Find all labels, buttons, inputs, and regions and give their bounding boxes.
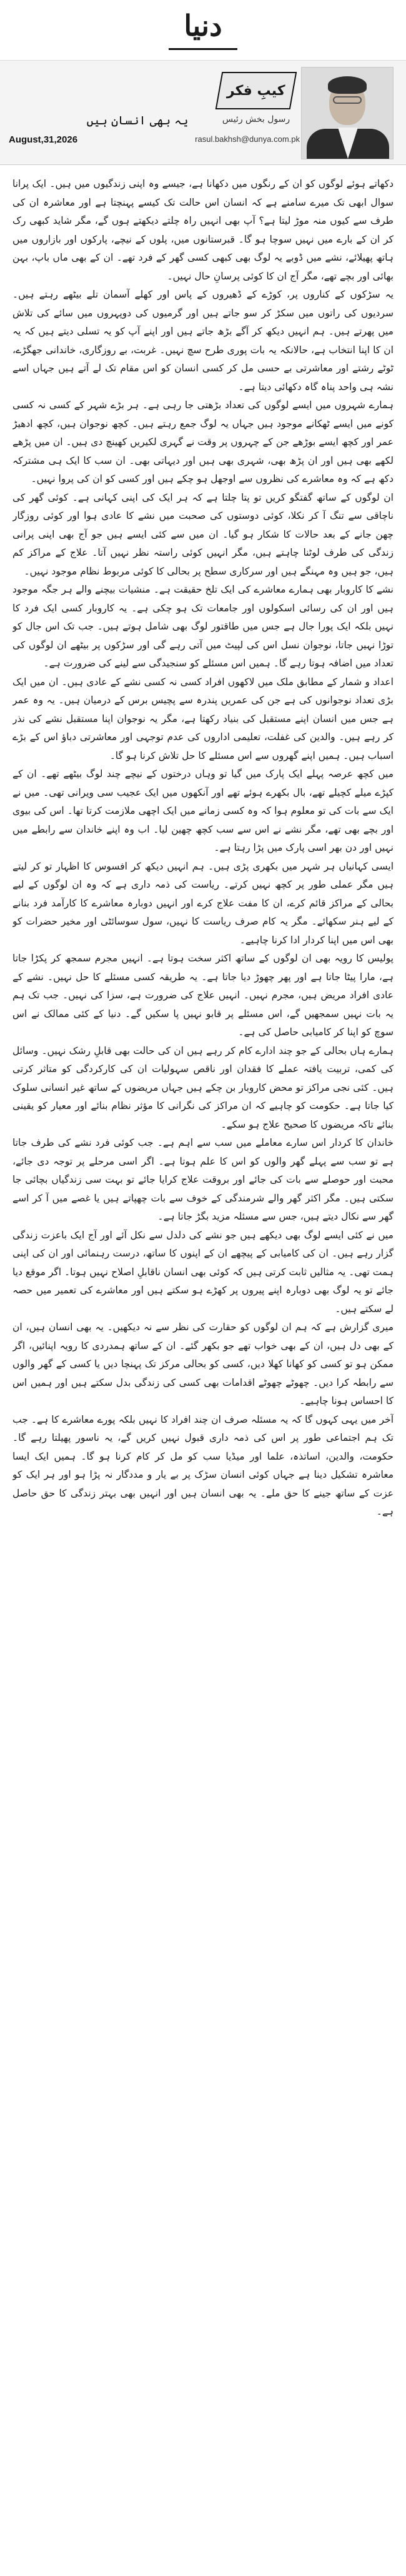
article-paragraph: دکھاتے ہوئے لوگوں کو ان کے رنگوں میں دکھانا ہے، جیسے وہ اپنی زندگیوں میں ہیں۔ ایک پرانا سوال ابھی تک میرے سامنے ہے کہ انسان اس حالت تک کیسے پہنچتا ہے اور معاشرہ ان کی طرف سے کیوں منہ موڑ لیتا ہے؟ آپ بھی انہیں راہ چلتے دیکھتے ہوں گے، مگر شاید کبھی رک کر ان کے بارے میں نہیں سوچا ہو گا۔ قبرستانوں میں، پلوں کے نیچے، پارکوں اور بازاروں میں ہاتھ پھیلائے، نشے میں ڈوبے یہ لوگ بھی کبھی کسی گھر کے فرد تھے۔ ان کے بھی ماں باپ، بہن بھائی اور بچے تھے، مگر آج ان کا کوئی پرسانِ حال نہیں۔ xyxy=(12,178,394,282)
logo-text: دنیا xyxy=(184,9,222,43)
author-email: rasul.bakhsh@dunya.com.pk xyxy=(195,134,300,144)
article-paragraph: ہمارے شہروں میں ایسے لوگوں کی تعداد بڑھتی جا رہی ہے۔ ہر بڑے شہر کے کسی نہ کسی کونے میں ایسے ٹھکانے موجود ہیں جہاں یہ لوگ جمع رہتے ہیں۔ کچھ نوجوان ہیں، کچھ ادھیڑ عمر اور کچھ ایسے بوڑھے جن کے چہروں پر وقت نے گہری لکیریں کھینچ دی ہیں۔ ان میں پڑھے لکھے بھی ہیں اور ان پڑھ بھی، شہری بھی ہیں اور دیہاتی بھی۔ ان سب کا ایک ہی مشترکہ دکھ ہے کہ وہ معاشرے کی نظروں سے اوجھل ہو چکے ہیں اور کسی کو ان کی پروا نہیں۔ xyxy=(12,399,394,484)
article-body xyxy=(12,175,394,2563)
column-title: کیبِ فکر xyxy=(227,83,285,99)
publish-date: August,31,2026 xyxy=(9,134,78,145)
column-title-badge xyxy=(215,72,297,109)
article-paragraph: خاندان کا کردار اس سارے معاملے میں سب سے اہم ہے۔ جب کوئی فرد نشے کی طرف جاتا ہے تو سب سے پہلے گھر والوں کو اس کا علم ہوتا ہے۔ اگر اسی مرحلے پر توجہ دی جائے، محبت اور حوصلے سے بات کی جائے اور بروقت علاج کرایا جائے تو بہت سی زندگیاں بچائی جا سکتی ہیں۔ مگر اکثر گھر والے شرمندگی کے خوف سے بات چھپاتے ہیں یا غصے میں آ کر اسے گھر سے نکال دیتے ہیں، جس سے مسئلہ مزید بگڑ جاتا ہے۔ xyxy=(12,1137,394,1222)
article-paragraph: میں کچھ عرصہ پہلے ایک پارک میں گیا تو وہاں درختوں کے نیچے چند لوگ بیٹھے تھے۔ ان کے کپڑے میلے کچیلے تھے، بال بکھرے ہوئے تھے اور آنکھوں میں ایک عجیب سی ویرانی تھی۔ میں نے ایک سے بات کی تو معلوم ہوا کہ وہ کسی زمانے میں ایک اچھی ملازمت کرتا تھا۔ اس کی بیوی اور بچے بھی تھے، مگر نشے نے اس سے سب کچھ چھین لیا۔ اب وہ اپنے خاندان سے رابطے میں نہیں اور دن بھر اسی پارک میں پڑا رہتا ہے۔ xyxy=(12,768,394,853)
article-paragraph: اعداد و شمار کے مطابق ملک میں لاکھوں افراد کسی نہ کسی نشے کے عادی ہیں۔ ان میں ایک بڑی تعداد نوجوانوں کی ہے جن کی عمریں پندرہ سے پچیس برس کے درمیان ہیں۔ یہ وہ عمر ہے جس میں انسان اپنے مستقبل کی بنیاد رکھتا ہے، مگر یہ نوجوان اپنا مستقبل نشے کی نذر کر رہے ہیں۔ والدین کی غفلت، تعلیمی اداروں کی عدم توجہی اور معاشرتی دباؤ اس کے بڑے اسباب ہیں۔ ہمیں اپنے گھروں سے اس مسئلے کا حل تلاش کرنا ہو گا۔ xyxy=(12,676,394,761)
logo-container xyxy=(0,0,406,60)
author-photo xyxy=(301,67,394,159)
column-header-band xyxy=(0,60,406,165)
article-headline: یہ بھی انسان ہیں xyxy=(86,114,189,128)
article-paragraph: یہ سڑکوں کے کناروں پر، کوڑے کے ڈھیروں کے پاس اور کھلے آسمان تلے بیٹھے رہتے ہیں۔ سردیوں کی راتوں میں سکڑ کر سو جاتے ہیں اور گرمیوں کی دوپہروں میں سائے کی تلاش میں پھرتے ہیں۔ ہم انہیں دیکھ کر آگے بڑھ جاتے ہیں اور اپنے آپ کو یہ تسلی دیتے ہیں کہ یہ ان کا اپنا انتخاب ہے، حالانکہ یہ بات پوری طرح سچ نہیں۔ غربت، بے روزگاری، خاندانی جھگڑے، ٹوٹے رشتے اور معاشرتی بے حسی مل کر کسی انسان کو اس مقام تک لے آتے ہیں جہاں اسے نشہ ہی واحد پناہ گاہ دکھائی دیتا ہے۔ xyxy=(12,289,394,393)
article-paragraph: ان لوگوں کے ساتھ گفتگو کریں تو پتا چلتا ہے کہ ہر ایک کی اپنی کہانی ہے۔ کوئی گھر کی ناچاقی سے تنگ آ کر نکلا، کوئی دوستوں کی صحبت میں نشے کا عادی ہوا اور کوئی روزگار چھن جانے کے بعد حالات کا شکار ہو گیا۔ ان میں سے کئی ایسے ہیں جو آج بھی اپنی پرانی زندگی کی طرف لوٹنا چاہتے ہیں، مگر انہیں کوئی راستہ نظر نہیں آتا۔ علاج کے مراکز کم ہیں، جو ہیں وہ مہنگے ہیں اور سرکاری سطح پر بحالی کا کوئی مربوط نظام موجود نہیں۔ xyxy=(12,491,394,577)
article-paragraph: میری گزارش ہے کہ ہم ان لوگوں کو حقارت کی نظر سے نہ دیکھیں۔ یہ بھی انسان ہیں، ان کے بھی دل ہیں، ان کے بھی خواب تھے جو بکھر گئے۔ ان کے ساتھ ہمدردی کا رویہ اپنائیں، اگر ممکن ہو تو کسی کو کھانا کھلا دیں، کسی کو بحالی مرکز تک پہنچا دیں یا کسی کے گھر والوں سے رابطہ کرا دیں۔ چھوٹے چھوٹے اقدامات بھی کسی کی زندگی بدل سکتے ہیں اور ہمیں اس کا احساس ہونا چاہیے۔ xyxy=(12,1321,394,1406)
article-paragraph: ہمارے ہاں بحالی کے جو چند ادارے کام کر رہے ہیں ان کی حالت بھی قابلِ رشک نہیں۔ وسائل کی کمی، تربیت یافتہ عملے کا فقدان اور ناقص سہولیات ان کی کارکردگی کو متاثر کرتی ہیں۔ کئی نجی مراکز تو محض کاروبار بن چکے ہیں جہاں مریضوں کے ساتھ غیر انسانی سلوک کیا جاتا ہے۔ حکومت کو چاہیے کہ ان مراکز کی نگرانی کا مؤثر نظام بنائے اور معیار کو یقینی بنائے تاکہ مریضوں کا صحیح علاج ہو سکے۔ xyxy=(12,1045,394,1130)
masthead xyxy=(0,0,406,60)
article-paragraph: آخر میں یہی کہوں گا کہ یہ مسئلہ صرف ان چند افراد کا نہیں بلکہ پورے معاشرے کا ہے۔ جب تک ہم اجتماعی طور پر اس کی ذمہ داری قبول نہیں کریں گے، یہ ناسور پھیلتا رہے گا۔ حکومت، والدین، اساتذہ، علما اور میڈیا سب کو مل کر کام کرنا ہو گا۔ ہمیں ایک ایسا معاشرہ تشکیل دینا ہے جہاں کوئی انسان سڑک پر بے یار و مددگار نہ پڑا ہو اور ہر ایک کو عزت کے ساتھ جینے کا حق ملے۔ یہ بھی انسان ہیں اور انہیں بھی بہتر زندگی کا حق حاصل ہے۔ xyxy=(12,1413,394,1517)
article-paragraph: میں نے کئی ایسے لوگ بھی دیکھے ہیں جو نشے کی دلدل سے نکل آئے اور آج ایک باعزت زندگی گزار رہے ہیں۔ ان کی کامیابی کے پیچھے ان کے اپنوں کا ساتھ، درست رہنمائی اور ان کی اپنی ہمت تھی۔ یہ مثالیں ثابت کرتی ہیں کہ کوئی بھی انسان ناقابلِ اصلاح نہیں ہوتا۔ اگر موقع دیا جائے تو یہ لوگ بھی دوبارہ اپنے پیروں پر کھڑے ہو سکتے ہیں اور معاشرے کی تعمیر میں حصہ لے سکتے ہیں۔ xyxy=(12,1229,394,1315)
author-name: رسول بخش رئیس xyxy=(222,114,290,124)
article-paragraph: نشے کا کاروبار بھی ہمارے معاشرے کی ایک تلخ حقیقت ہے۔ منشیات بیچنے والے ہر جگہ موجود ہیں اور ان کی رسائی اسکولوں اور جامعات تک ہو چکی ہے۔ یہ کاروبار کسی ایک فرد کا نہیں بلکہ ایک پورا جال ہے جس میں طاقتور لوگ بھی شامل ہوتے ہیں۔ جب تک اس جال کو توڑا نہیں جاتا، نوجوان نسل اس کی لپیٹ میں آتی رہے گی اور سڑکوں پر بیٹھے ان لوگوں کی تعداد میں اضافہ ہوتا رہے گا۔ ہمیں اس مسئلے کو سنجیدگی سے لینے کی ضرورت ہے۔ xyxy=(12,584,394,669)
article-paragraph: پولیس کا رویہ بھی ان لوگوں کے ساتھ اکثر سخت ہوتا ہے۔ انہیں مجرم سمجھ کر پکڑا جاتا ہے، مارا پیٹا جاتا ہے اور پھر چھوڑ دیا جاتا ہے۔ یہ طریقہ کسی مسئلے کا حل نہیں۔ نشے کے عادی افراد مریض ہیں، مجرم نہیں۔ انہیں علاج کی ضرورت ہے، سزا کی نہیں۔ جب تک ہم یہ بات نہیں سمجھیں گے، اس مسئلے پر قابو نہیں پا سکیں گے۔ دنیا کے کئی ممالک نے اس سوچ کو اپنا کر کامیابی حاصل کی ہے۔ xyxy=(12,953,394,1038)
article-paragraph: ایسی کہانیاں ہر شہر میں بکھری پڑی ہیں۔ ہم انہیں دیکھ کر افسوس کا اظہار تو کر لیتے ہیں مگر عملی طور پر کچھ نہیں کرتے۔ ریاست کی ذمہ داری ہے کہ وہ ان لوگوں کے لیے بحالی کے مراکز قائم کرے، ان کا مفت علاج کرے اور انہیں دوبارہ معاشرے کا کارآمد فرد بنانے کے لیے ہنر سکھائے۔ مگر یہ کام صرف ریاست کا نہیں، سول سوسائٹی اور مخیر حضرات کو بھی اس میں اپنا کردار ادا کرنا چاہیے۔ xyxy=(12,860,394,946)
newspaper-logo xyxy=(169,3,237,50)
